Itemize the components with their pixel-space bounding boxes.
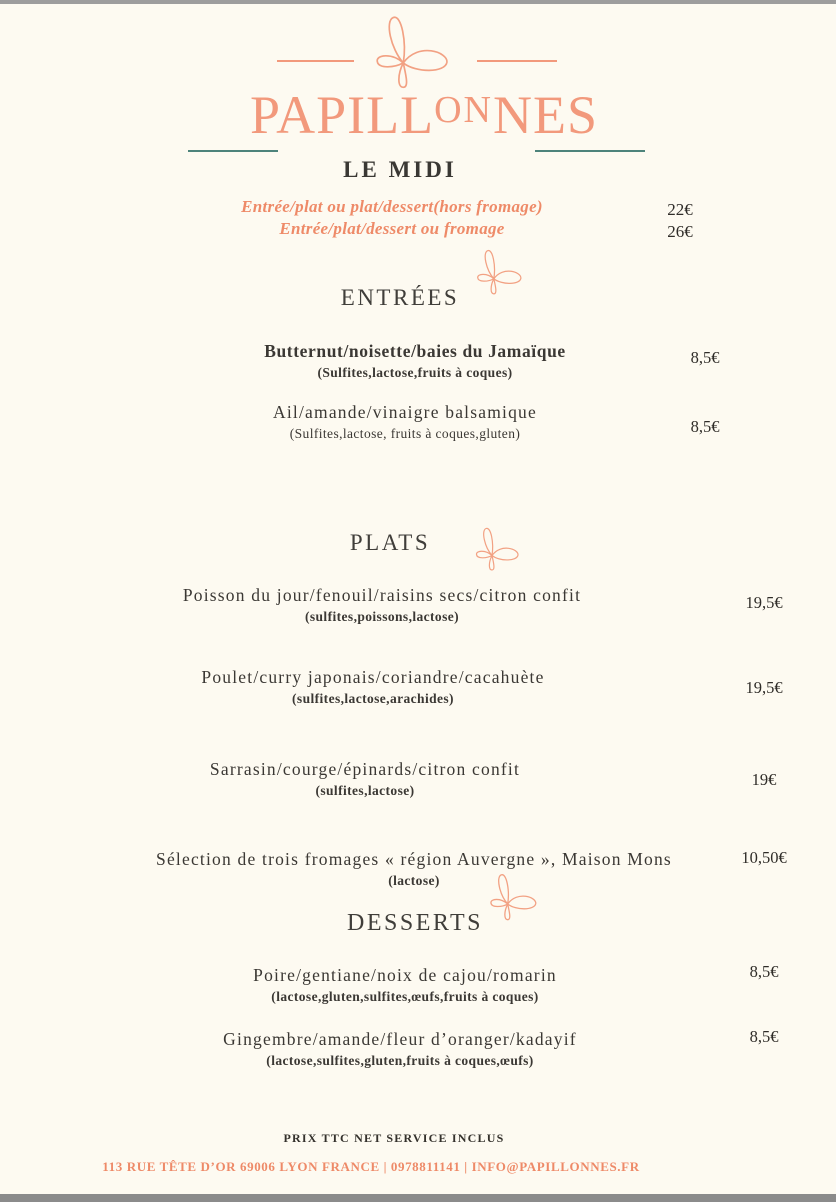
logo-ornament-line-right	[477, 60, 557, 62]
footer-price-notice: PRIX TTC NET SERVICE INCLUS	[283, 1131, 505, 1145]
menu-item-allergens: (lactose,sulfites,gluten,fruits à coques,œufs)	[266, 1053, 534, 1068]
brand-part-2: ON	[434, 89, 493, 131]
brand-title	[0, 85, 836, 145]
menu-item-name: Poisson du jour/fenouil/raisins secs/citron confit	[182, 585, 582, 605]
brand-underline-right	[535, 150, 645, 152]
brand-part-1: PAPILL	[250, 85, 435, 145]
section-title-desserts: DESSERTS	[347, 910, 483, 936]
menu-item	[0, 666, 746, 707]
menu-item-price: 10,50€	[741, 848, 787, 867]
menu-item-allergens: (sulfites,lactose)	[315, 783, 415, 798]
brand-part-3: NES	[492, 85, 598, 145]
menu-item-allergens: (Sulfites,lactose, fruits à coques,gluten)	[289, 426, 521, 441]
page-edge-top	[0, 0, 836, 4]
formula-2-label: Entrée/plat/dessert ou fromage	[279, 219, 505, 238]
menu-item	[0, 964, 810, 1005]
menu-item	[0, 584, 764, 625]
menu-item-name: Poire/gentiane/noix de cajou/romarin	[253, 965, 557, 985]
menu-item-price: 19€	[751, 770, 777, 789]
menu-item-name: Ail/amande/vinaigre balsamique	[273, 402, 537, 422]
menu-item-price: 8,5€	[749, 1027, 779, 1046]
brand-underline-left	[188, 150, 278, 152]
menu-item-price: 19,5€	[745, 678, 783, 697]
menu-title: LE MIDI	[343, 157, 457, 182]
menu-item-price: 19,5€	[745, 593, 783, 612]
menu-item-name: Poulet/curry japonais/coriandre/cacahuète	[201, 667, 545, 687]
footer-contact-line: 113 RUE TÊTE D’OR 69006 LYON FRANCE | 0978811141 | INFO@PAPILLONNES.FR	[102, 1159, 640, 1174]
menu-item-name: Gingembre/amande/fleur d’oranger/kadayif	[223, 1029, 577, 1049]
menu-item-price: 8,5€	[690, 417, 720, 436]
butterfly-logo-icon	[363, 10, 457, 94]
menu-item-allergens: (lactose)	[388, 873, 440, 888]
formula-2-price: 26€	[667, 222, 693, 241]
menu-item-name: Sarrasin/courge/épinards/citron confit	[209, 759, 521, 779]
formula-1-label: Entrée/plat ou plat/dessert(hors fromage)	[241, 197, 543, 216]
section-title-plats: PLATS	[349, 530, 431, 555]
menu-item-allergens: (sulfites,lactose,arachides)	[292, 691, 454, 706]
menu-item-price: 8,5€	[749, 962, 779, 981]
page-edge-bottom	[0, 1194, 836, 1202]
menu-item-price: 8,5€	[690, 348, 720, 367]
menu-item	[0, 1028, 800, 1069]
section-title-entrees: ENTRÉES	[340, 285, 460, 310]
menu-item-allergens: (lactose,gluten,sulfites,œufs,fruits à coques)	[271, 989, 539, 1004]
menu-item-allergens: (Sulfites,lactose,fruits à coques)	[317, 365, 513, 380]
menu-item	[0, 758, 730, 799]
menu-item-allergens: (sulfites,poissons,lactose)	[304, 609, 460, 624]
formula-1-price: 22€	[667, 200, 693, 219]
logo-ornament-line-left	[277, 60, 354, 62]
menu-item-name: Butternut/noisette/baies du Jamaïque	[264, 341, 566, 361]
butterfly-icon	[468, 524, 524, 574]
menu-item-name: Sélection de trois fromages « région Auvergne », Maison Mons	[156, 849, 672, 869]
